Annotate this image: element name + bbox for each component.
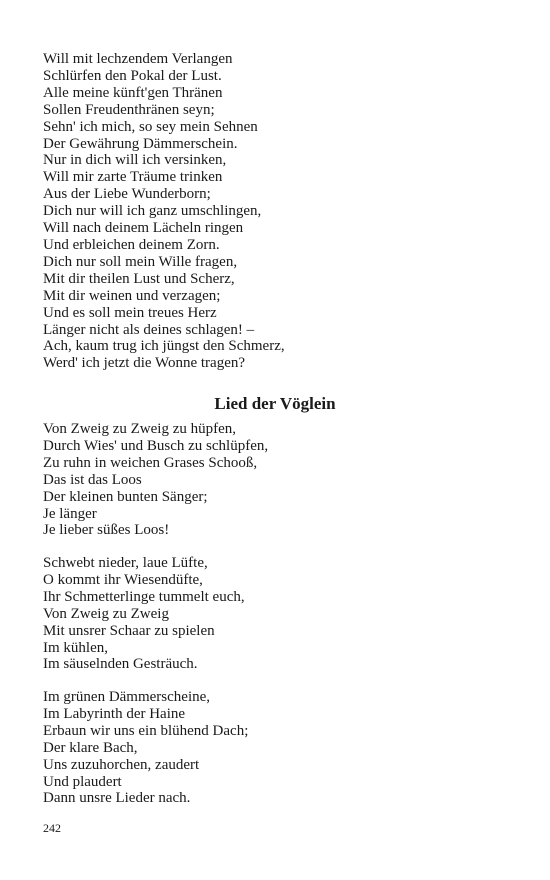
verse-line: Der kleinen bunten Sänger; — [43, 488, 208, 505]
verse-line: Will mir zarte Träume trinken — [43, 169, 223, 186]
continued-poem-stanza — [43, 51, 513, 372]
verse-line: Mit dir theilen Lust und Scherz, — [43, 270, 235, 287]
verse-line: Dich nur will ich ganz umschlingen, — [43, 203, 262, 220]
verse-line: Und erbleichen deinem Zorn. — [43, 236, 220, 253]
verse-line: Das ist das Loos — [43, 471, 142, 488]
verse-line: Schlürfen den Pokal der Lust. — [43, 67, 222, 84]
verse-line: Mit unsrer Schaar zu spielen — [43, 622, 215, 639]
verse-line: Werd' ich jetzt die Wonne tragen? — [43, 355, 246, 372]
verse-line: Uns zuzuhorchen, zaudert — [43, 756, 200, 773]
verse-line: Durch Wies' und Busch zu schlüpfen, — [43, 437, 269, 454]
verse-line: Ach, kaum trug ich jüngst den Schmerz, — [43, 338, 285, 355]
verse-line: O kommt ihr Wiesendüfte, — [43, 571, 203, 588]
verse-line: Erbaun wir uns ein blühend Dach; — [43, 722, 249, 739]
verse-line: Im Labyrinth der Haine — [43, 705, 186, 722]
verse-line: Von Zweig zu Zweig zu hüpfen, — [43, 421, 237, 437]
verse-line: Aus der Liebe Wunderborn; — [43, 186, 211, 203]
verse-line: Im kühlen, — [43, 639, 108, 656]
verse-line: Der klare Bach, — [43, 739, 138, 756]
page-number: 242 — [43, 821, 61, 835]
verse-line: Mit dir weinen und verzagen; — [43, 287, 221, 304]
verse-line: Im grünen Dämmerscheine, — [43, 689, 211, 705]
verse-line: Im säuselnden Gesträuch. — [43, 656, 198, 673]
verse-line: Will nach deinem Lächeln ringen — [43, 220, 244, 237]
verse-line: Nur in dich will ich versinken, — [43, 152, 227, 169]
verse-line: Ihr Schmetterlinge tummelt euch, — [43, 588, 245, 605]
poem-stanza — [43, 555, 513, 673]
verse-line: Sehn' ich mich, so sey mein Sehnen — [43, 118, 258, 135]
verse-line: Will mit lechzendem Verlangen — [43, 51, 233, 67]
poem-stanza — [43, 421, 513, 539]
verse-line: Und plaudert — [43, 773, 122, 790]
verse-line: Je lieber süßes Loos! — [43, 522, 170, 539]
verse-line: Der Gewährung Dämmerschein. — [43, 135, 238, 152]
verse-line: Länger nicht als deines schlagen! – — [43, 321, 255, 338]
verse-line: Alle meine künft'gen Thränen — [43, 84, 223, 101]
verse-line: Zu ruhn in weichen Grases Schooß, — [43, 454, 258, 471]
verse-line: Und es soll mein treues Herz — [43, 304, 217, 321]
verse-line: Dann unsre Lieder nach. — [43, 790, 191, 807]
verse-line: Von Zweig zu Zweig — [43, 605, 169, 622]
poem-title: Lied der Vöglein — [214, 394, 336, 413]
verse-line: Sollen Freudenthränen seyn; — [43, 101, 215, 118]
verse-line: Je länger — [43, 505, 97, 522]
poem-stanza — [43, 689, 513, 807]
verse-line: Schwebt nieder, laue Lüfte, — [43, 555, 208, 571]
verse-line: Dich nur soll mein Wille fragen, — [43, 253, 238, 270]
